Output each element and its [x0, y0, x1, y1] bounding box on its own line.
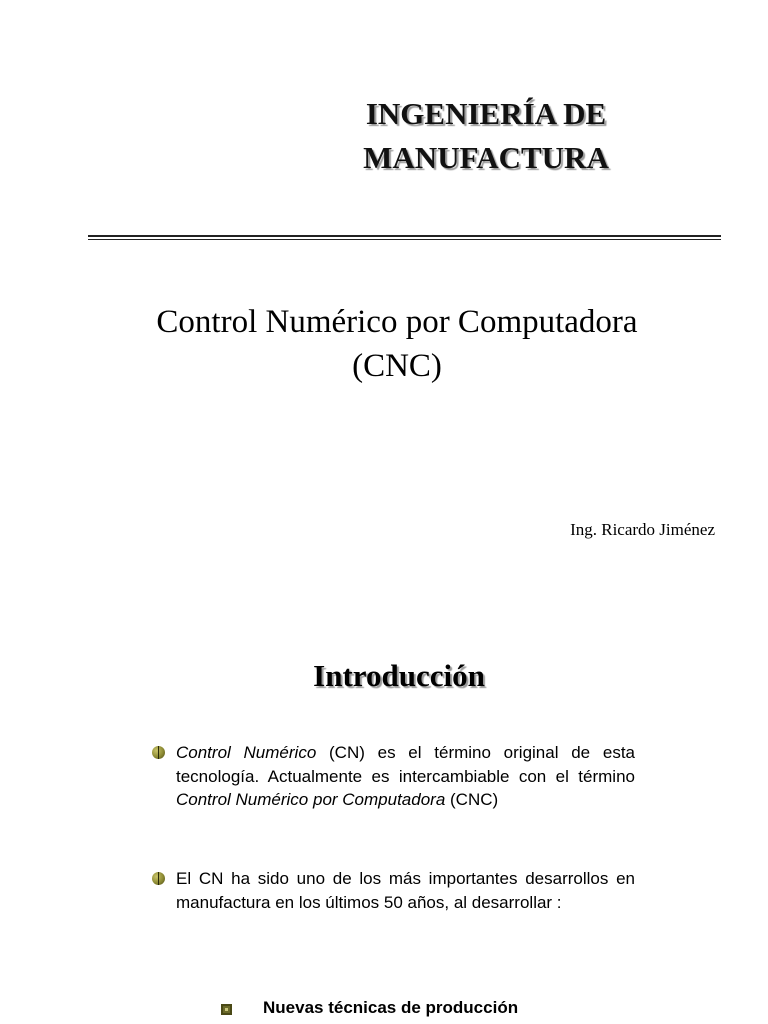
split-circle-bullet-icon — [152, 872, 165, 885]
square-bullet-icon — [221, 1004, 232, 1015]
sub-bullet-item: Nuevas técnicas de producción — [263, 998, 519, 1017]
document-subtitle — [0, 300, 768, 388]
bullet-text: (CN) es el término original de esta tecnología. Actualmente es intercambiable con el término — [176, 743, 635, 786]
document-title — [0, 92, 768, 180]
title-divider-secondary — [88, 239, 721, 240]
bullet-term: Control Numérico — [176, 743, 317, 762]
title-line-1: INGENIERÍA DE — [365, 96, 607, 131]
bullet-item: El CN ha sido uno de los más importantes desarrollos en manufactura en los últimos 50 años, al desarrollar : — [176, 869, 635, 912]
subtitle-line-1: Control Numérico por Computadora — [156, 304, 638, 340]
bullet-item — [176, 741, 635, 812]
bullet-text: (CNC) — [445, 790, 499, 809]
author-name: Ing. Ricardo Jiménez — [570, 520, 715, 539]
section-heading: Introducción — [313, 658, 485, 693]
subtitle-line-2: (CNC) — [352, 348, 442, 384]
title-line-2: MANUFACTURA — [363, 140, 609, 175]
title-divider — [88, 235, 721, 237]
split-circle-bullet-icon — [152, 746, 165, 759]
bullet-term: Control Numérico por Computadora — [176, 790, 446, 809]
